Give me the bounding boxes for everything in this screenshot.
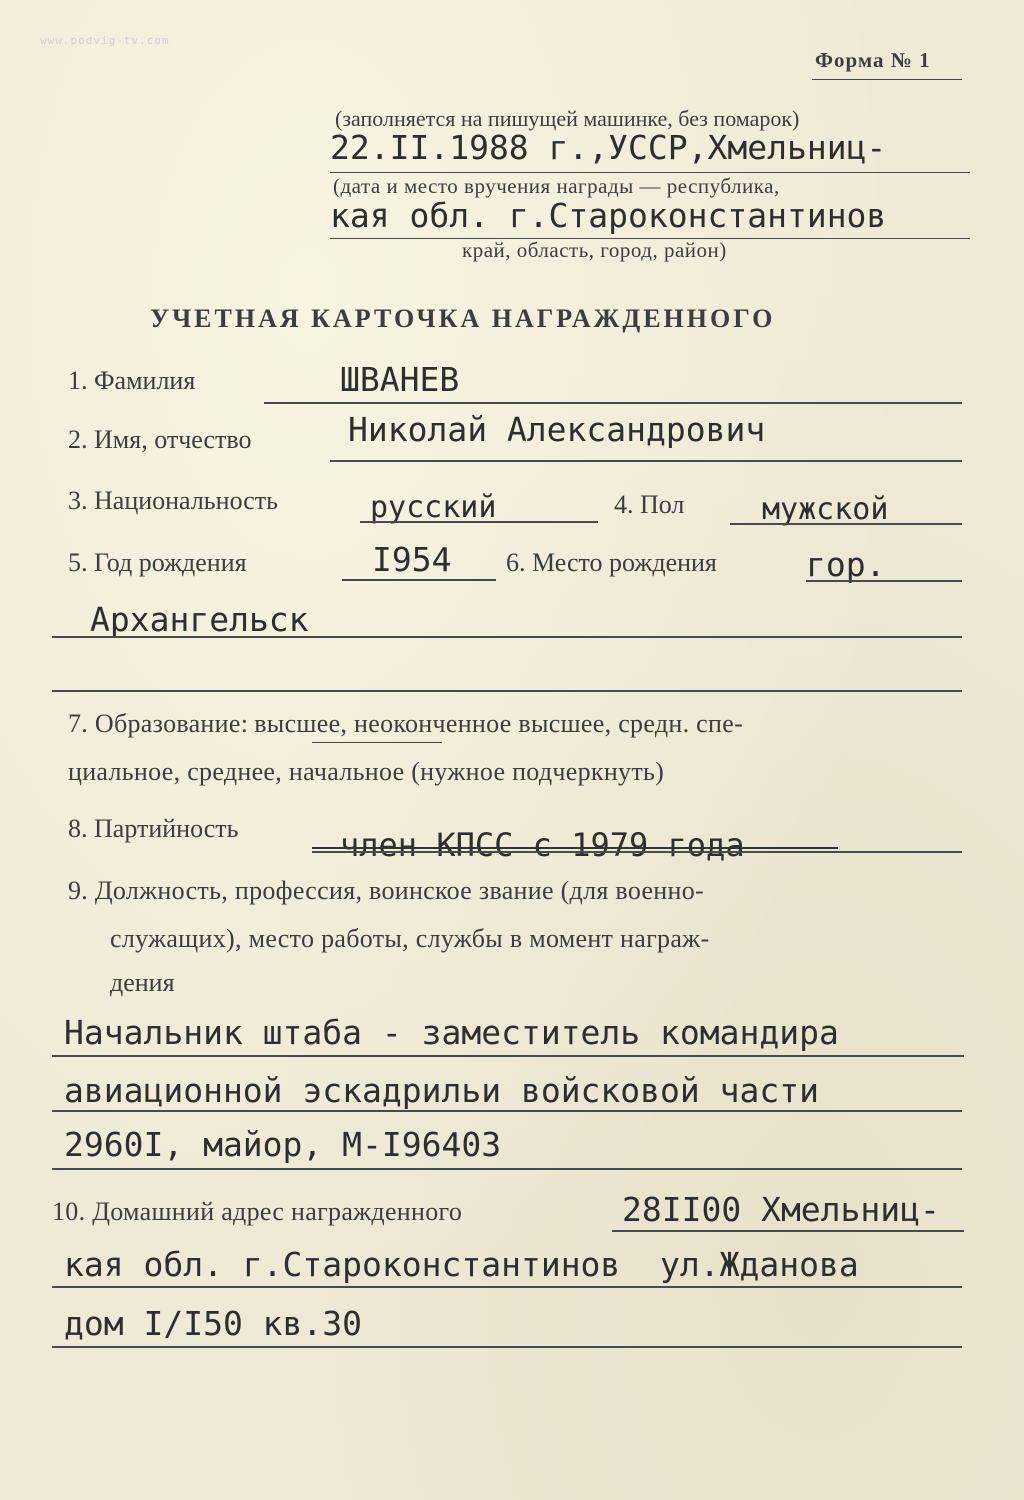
form-number: Форма № 1 xyxy=(815,48,931,73)
surname-rule xyxy=(264,402,962,404)
address-value1: 28II00 Хмельниц- xyxy=(622,1190,940,1229)
address-rule3 xyxy=(52,1346,962,1348)
sex-value: мужской xyxy=(762,492,888,527)
position-line3: дения xyxy=(110,968,175,998)
date-place-caption: (дата и место вручения награды — республика, xyxy=(333,174,780,199)
education-label: 7. Образование: xyxy=(68,709,248,738)
position-rule1 xyxy=(52,1055,964,1057)
birth-year-label: 5. Год рождения xyxy=(68,548,247,578)
address-rule1 xyxy=(612,1230,964,1232)
nationality-label: 3. Национальность xyxy=(68,486,278,516)
position-rule3 xyxy=(52,1168,962,1170)
education-line1 xyxy=(68,709,743,739)
position-value2: авиационной эскадрильи войсковой части xyxy=(64,1071,819,1110)
party-rule xyxy=(312,851,962,853)
award-date-place-line1: 22.II.1988 г.,УССР,Хмельниц- xyxy=(330,128,886,167)
name-value: Николай Александрович xyxy=(348,410,765,449)
birth-place-value1: гор. xyxy=(806,545,885,584)
birth-year-value: I954 xyxy=(372,540,451,579)
nationality-value: русский xyxy=(370,490,496,525)
education-selected-underline xyxy=(312,742,442,743)
education-options: , неоконченное высшее, средн. спе- xyxy=(340,709,743,738)
nationality-rule xyxy=(360,521,598,523)
birth-place-label: 6. Место рождения xyxy=(506,548,717,578)
position-line1: 9. Должность, профессия, воинское звание (для военно- xyxy=(68,876,704,906)
position-value1: Начальник штаба - заместитель командира xyxy=(64,1013,839,1052)
sex-rule xyxy=(730,523,962,525)
address-value2: кая обл. г.Староконстантинов ул.Жданова xyxy=(64,1245,859,1284)
birth-place-value2: Архангельск xyxy=(90,600,309,639)
birth-year-rule xyxy=(342,579,496,581)
sex-label: 4. Пол xyxy=(614,490,684,520)
region-caption: край, область, город, район) xyxy=(462,238,727,263)
date-place-line1-rule xyxy=(330,172,970,173)
position-rule2 xyxy=(52,1110,962,1112)
address-rule2 xyxy=(52,1286,962,1288)
address-value3: дом I/I50 кв.30 xyxy=(64,1304,362,1343)
party-strikethrough xyxy=(312,847,838,849)
address-label: 10. Домашний адрес награжденного xyxy=(52,1197,462,1227)
birth-place-rule1 xyxy=(806,580,962,582)
position-value3: 2960I, майор, М-I96403 xyxy=(64,1125,501,1164)
position-line2: служащих), место работы, службы в момент награж- xyxy=(110,924,709,954)
birth-place-rule3 xyxy=(52,690,962,692)
surname-label: 1. Фамилия xyxy=(68,366,195,396)
party-label: 8. Партийность xyxy=(68,814,239,844)
surname-value: ШВАНЕВ xyxy=(340,360,459,399)
party-value: член КПСС с 1979 года xyxy=(340,826,745,864)
card-title: УЧЕТНАЯ КАРТОЧКА НАГРАЖДЕННОГО xyxy=(150,304,775,334)
award-date-place-line2: кая обл. г.Староконстантинов xyxy=(330,196,886,235)
watermark: www.podvig-tv.com xyxy=(40,34,170,47)
education-selected: высшее xyxy=(254,709,340,738)
fill-instruction: (заполняется на пишущей машинке, без помарок) xyxy=(335,106,799,132)
education-line2: циальное, среднее, начальное (нужное подчеркнуть) xyxy=(68,757,664,787)
birth-place-rule2 xyxy=(52,636,962,638)
form-number-underline xyxy=(812,79,962,80)
name-label: 2. Имя, отчество xyxy=(68,425,251,455)
name-rule xyxy=(330,460,962,462)
